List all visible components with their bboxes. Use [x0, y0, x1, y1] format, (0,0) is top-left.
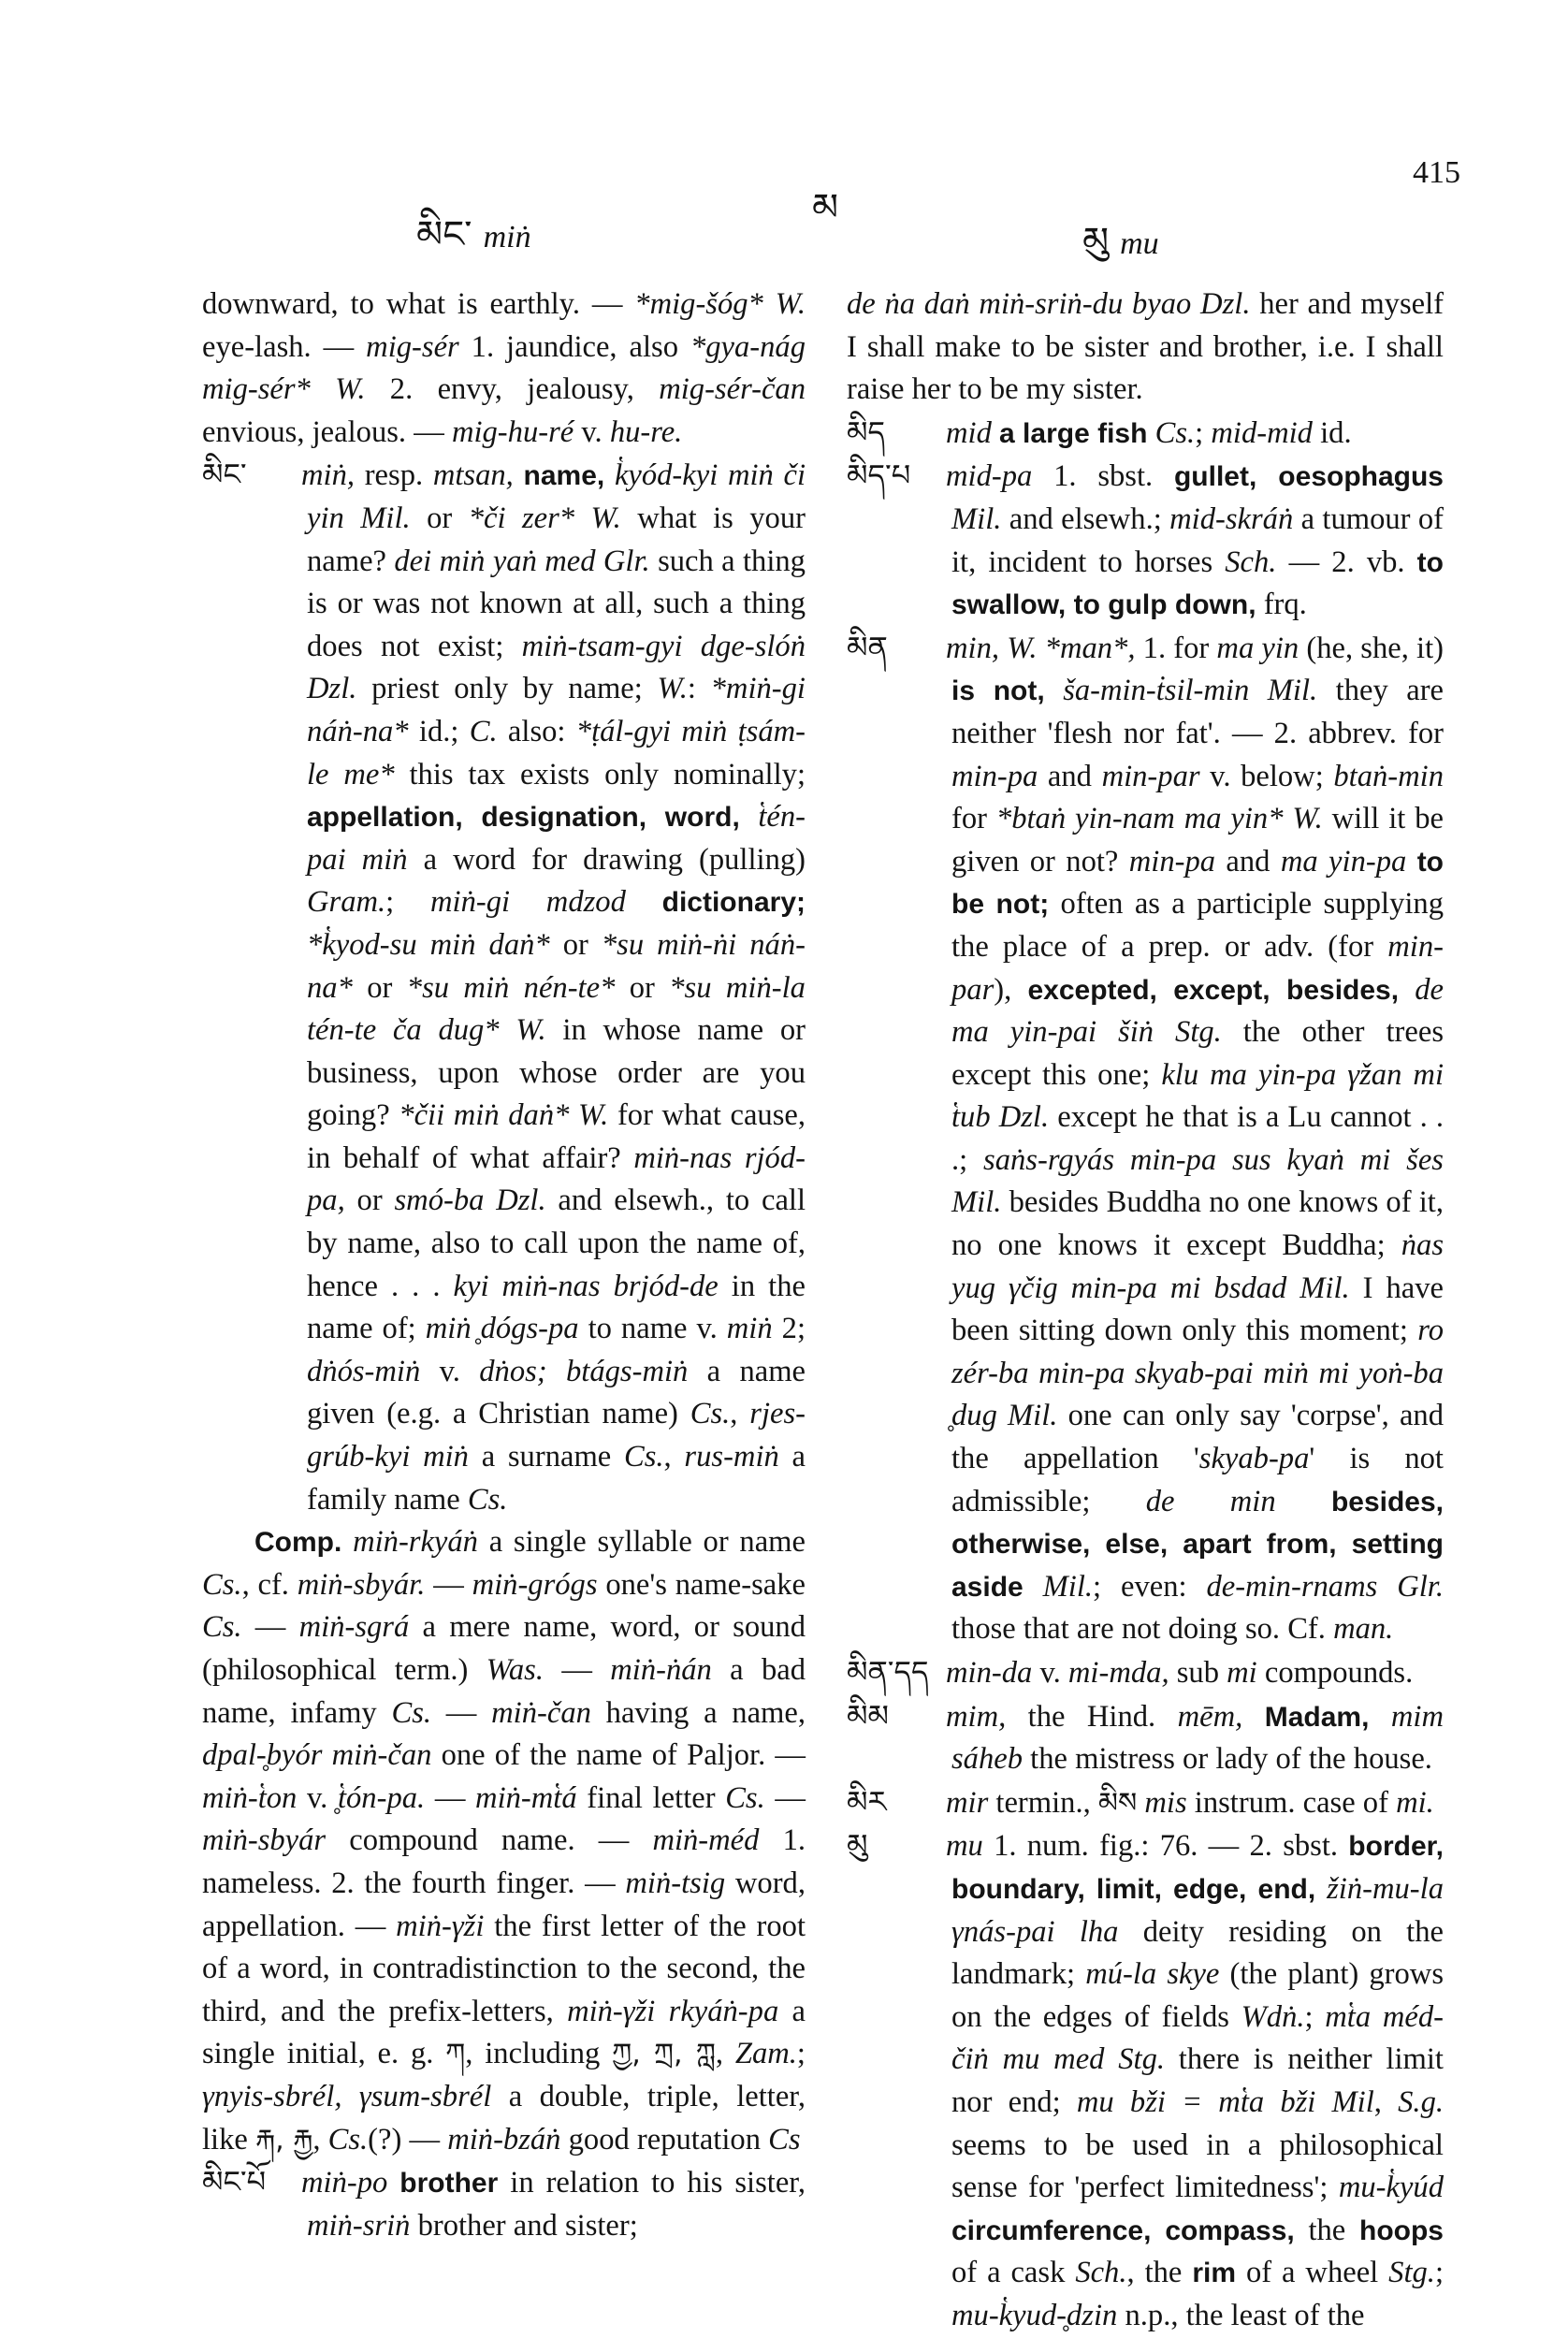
text: (the plant) grows on the edges of fields [951, 1957, 1444, 2034]
text: — [425, 1567, 472, 1602]
text: often as a participle supplying the place of a prep. or adv. (for [951, 887, 1444, 964]
bold-text: dictionary; [661, 887, 806, 919]
text: v. [573, 414, 610, 449]
italic-text: *su miṅ-ṅi náṅ-na* [307, 927, 806, 1005]
italic-text: mu bži = mt̔a bži Mil [1076, 2084, 1374, 2119]
text: frq. [1256, 588, 1307, 622]
italic-text: mis [1144, 1785, 1187, 1820]
italic-text: mim, [946, 1699, 1007, 1734]
text: in whose name or business, upon whose order are you going? [307, 1013, 806, 1133]
headword-tibetan: མིང་ [202, 457, 247, 493]
center-letter-tibetan: མ [812, 186, 839, 229]
text [547, 1355, 566, 1388]
text: having a name, [590, 1695, 806, 1730]
italic-text: *ṭál-gyi miṅ ṭsám-le me* [307, 714, 806, 791]
italic-text: min-da [946, 1656, 1033, 1690]
italic-text: *mig-šóg* [634, 287, 763, 321]
text: one can only say 'corpse', and the appellation ' [951, 1399, 1445, 1476]
italic-text: rus-miṅ [684, 1440, 779, 1474]
text: 1. jaundice, also [458, 329, 690, 364]
italic-text: Cs. [725, 1780, 765, 1815]
italic-text: saṅs-rgyás min-pa sus kyaṅ mi šes Mil. [951, 1142, 1444, 1220]
italic-text: miṅ-ṅán [610, 1653, 712, 1687]
italic-text: *či zer* W. [468, 501, 621, 535]
bold-text: a large fish [999, 417, 1148, 449]
italic-text: mēm, [1177, 1699, 1243, 1734]
text: instrum. case of [1186, 1785, 1397, 1820]
italic-text: smó-ba Dzl. [394, 1184, 546, 1218]
italic-text: dpal-̥byór miṅ-čan [202, 1738, 432, 1773]
italic-text: *btaṅ yin-nam ma yin* W. [995, 802, 1323, 836]
text: v. [1032, 1656, 1068, 1690]
center-letter [812, 165, 849, 270]
italic-text: miṅ-rkyáṅ [353, 1525, 478, 1560]
italic-text: skyab-pa [1198, 1442, 1310, 1476]
italic-text: mi. [1396, 1785, 1434, 1820]
italic-text: mi [1227, 1656, 1257, 1690]
bold-text: is not, [951, 675, 1045, 707]
bold-text: appellation, designation, word, [307, 802, 740, 834]
text: her and myself I shall make to be sister and brother, i.e. I shall raise her to be my sister. [847, 287, 1444, 407]
text [999, 632, 1007, 665]
italic-text: C. [469, 714, 498, 748]
italic-text: mi-mda, [1067, 1656, 1169, 1690]
italic-text: rjes-grúb-kyi miṅ [307, 1397, 806, 1474]
italic-text: miṅ-po [301, 2166, 388, 2200]
text [1045, 674, 1064, 707]
text: 1. nameless. 2. the fourth finger. — [202, 1823, 806, 1900]
dictionary-entry [847, 412, 1444, 456]
italic-text: miṅ-t̔on [202, 1780, 298, 1815]
italic-text: Cs. [327, 2122, 369, 2156]
text: there is neither limit nor end; [951, 2042, 1444, 2119]
text: the mistress or lady of the house. [1023, 1742, 1432, 1777]
text: and [1038, 759, 1102, 793]
italic-text: mid-pa [946, 459, 1033, 494]
text: ; [385, 885, 430, 920]
bold-text: hoops [1359, 2215, 1444, 2246]
italic-text: mú-la skye [1085, 1957, 1220, 1992]
text: — [241, 1610, 299, 1645]
text: will it be given or not? [951, 802, 1444, 879]
italic-text: Stg. [1388, 2256, 1435, 2290]
italic-text: min-pa [1128, 844, 1216, 879]
bold-text: circumference, compass, [951, 2215, 1295, 2246]
italic-text: ma yin-pa [1280, 844, 1407, 879]
italic-text: dei miṅ yaṅ med Glr. [394, 544, 650, 578]
text: , [730, 1397, 750, 1431]
italic-text: miṅ-bzáṅ [447, 2122, 561, 2156]
italic-text: man. [1333, 1612, 1394, 1647]
italic-text: miṅ-sbyár [202, 1823, 327, 1858]
italic-text: klu ma yin-pa γžan mi t̔ub Dzl. [951, 1057, 1445, 1135]
italic-text: Cs. [623, 1440, 664, 1474]
text: , [312, 2122, 328, 2156]
headword-tibetan: མུ [847, 1827, 868, 1864]
page-number: 415 [1413, 155, 1460, 190]
text: — [431, 1695, 492, 1730]
italic-text: miṅ-grógs [472, 1567, 598, 1602]
text: — 2. vb. [1276, 545, 1417, 579]
italic-text: miṅ-sgrá [298, 1610, 410, 1645]
italic-text: *su miṅ nén-te* [406, 970, 616, 1005]
italic-text: Gram. [307, 885, 386, 920]
italic-text: *k̔yod-su miṅ daṅ* [307, 927, 550, 962]
text: ; [796, 2037, 806, 2071]
text [387, 2166, 399, 2200]
text [1024, 1570, 1043, 1604]
italic-text: dṅós-miṅ [307, 1354, 421, 1388]
right-head-word: mu [1120, 226, 1159, 261]
italic-text: Cs. [202, 1567, 242, 1602]
right-column [847, 283, 1444, 2338]
text: 1. for [1135, 631, 1217, 665]
bold-text: gullet, oesophagus [1173, 461, 1444, 493]
text: eye-lash. — [202, 329, 367, 364]
text: deity residing on the landmark; [951, 1914, 1444, 1992]
italic-text: Was. [486, 1653, 544, 1687]
tibetan-inline: ཀ [445, 2038, 466, 2071]
text: termin., [988, 1785, 1098, 1820]
bold-text: brother [399, 2168, 499, 2200]
italic-text: ̥t̔ón-pa. [337, 1780, 426, 1815]
headword-tibetan: མིན [847, 629, 888, 665]
italic-text: miṅ [726, 1312, 773, 1346]
italic-text: mtsan, [432, 458, 514, 493]
text: 1. num. fig.: 76. — 2. sbst. [982, 1829, 1349, 1864]
right-head-tibetan: མུ [1082, 220, 1110, 263]
italic-text: t̔én-pai miṅ [307, 800, 806, 877]
italic-text: hu-re. [609, 414, 683, 449]
italic-text: Sch. [1075, 2256, 1127, 2290]
dictionary-entry [847, 1651, 1444, 1695]
bold-text: border, boundary, limit, edge, end, [951, 1831, 1444, 1905]
italic-text: Mil. [951, 501, 1002, 536]
bold-text: Comp. [254, 1527, 342, 1559]
text [1369, 1700, 1390, 1734]
text: ; [1304, 1999, 1326, 2034]
text [1147, 416, 1154, 450]
italic-text: mig-sér [366, 329, 459, 364]
headword-tibetan: མིང་པོ [202, 2164, 267, 2200]
text: this tax exists only nominally; [394, 757, 806, 791]
italic-text: mu-k̔yud-̥dzin [951, 2298, 1118, 2332]
text: except he that is a Lu cannot . . .; [951, 1100, 1444, 1177]
text [1399, 973, 1415, 1007]
italic-text: γnyis-sbrél, γsum-sbrél [202, 2079, 492, 2113]
text: what is your name? [307, 501, 806, 578]
left-head-word: miṅ [483, 220, 531, 254]
text [740, 800, 759, 834]
italic-text: miṅ-tsam-gyi dge-slóṅ Dzl. [307, 629, 806, 706]
italic-text: mt̔a méd-čiṅ mu med Stg. [951, 1999, 1444, 2077]
italic-text: Cs [768, 2122, 801, 2156]
text: v. [420, 1354, 480, 1388]
italic-text: mid-mid [1211, 415, 1313, 450]
text: n.p., the least of the [1117, 2298, 1365, 2332]
tibetan-inline: ཀྱ, ཀྲ, ཀླ [612, 2038, 716, 2071]
text: in the name of; [307, 1269, 806, 1346]
bold-text: rim [1192, 2258, 1237, 2289]
italic-text: mu [946, 1829, 983, 1864]
italic-text: mir [946, 1785, 989, 1820]
text [1315, 1872, 1327, 1906]
italic-text: Zam. [734, 2037, 797, 2071]
italic-text: Sch. [1225, 545, 1277, 579]
text: seems to be used in a philosophical sense for 'perfect limitedness'; [951, 2127, 1444, 2205]
headword-tibetan: མིད [847, 414, 885, 450]
text: — [764, 1780, 806, 1815]
text: a single initial, e. g. [202, 1994, 806, 2071]
text: word, appellation. — [202, 1866, 806, 1943]
text: or [615, 970, 670, 1005]
italic-text: ša-min-ṫsil-min Mil. [1063, 674, 1318, 708]
text: or [352, 970, 407, 1005]
italic-text: de-min-rnams Glr. [1206, 1569, 1444, 1604]
text: 2; [772, 1312, 806, 1346]
text [341, 1525, 353, 1559]
italic-text: min-pa [951, 759, 1038, 793]
text: : [687, 672, 711, 706]
text: — [425, 1780, 476, 1815]
italic-text: kyi miṅ-nas brjód-de [453, 1269, 719, 1303]
italic-text: miṅ-γži rkyáṅ-pa [567, 1994, 779, 2028]
text: compounds. [1256, 1656, 1414, 1690]
italic-text: mig-hu-ré [451, 414, 574, 449]
italic-text: mu-k̔yúd [1338, 2171, 1444, 2205]
text [1276, 1485, 1331, 1518]
italic-text: min-par [951, 929, 1444, 1007]
text [992, 416, 999, 450]
italic-text: *čii miṅ daṅ* W. [399, 1098, 609, 1133]
italic-text: Cs. [202, 1610, 242, 1645]
entry-paragraph [202, 1521, 806, 2161]
text: a family name [307, 1440, 806, 1517]
dictionary-entry [202, 454, 806, 1521]
italic-text: dṅos; [479, 1354, 547, 1388]
text: , including [465, 2037, 613, 2071]
bold-text: name, [523, 460, 605, 492]
italic-text: W. [657, 672, 688, 706]
text: those that are not doing so. Cf. [951, 1612, 1334, 1647]
text: resp. [355, 458, 433, 493]
text: , [715, 2037, 735, 2071]
text: (?) — [368, 2122, 448, 2156]
italic-text: miṅ-sriṅ [307, 2208, 411, 2243]
italic-text: Mil. [1042, 1569, 1094, 1604]
entry-paragraph [847, 283, 1444, 412]
italic-text: de min [1145, 1484, 1276, 1518]
italic-text: Cs. [391, 1695, 432, 1730]
tibetan-inline: མིས [1097, 1786, 1138, 1820]
text: compound name. — [326, 1823, 653, 1858]
italic-text: miṅ-gi mdzod [429, 885, 626, 920]
text: a surname [468, 1440, 624, 1474]
dictionary-entry [847, 1781, 1444, 1825]
text: or [549, 927, 602, 962]
italic-text: Cs. [1154, 415, 1196, 450]
italic-text: miṅ-γži [396, 1909, 485, 1943]
text: they are neither 'flesh nor fat'. — 2. abbrev. for [951, 674, 1444, 750]
text: (he, she, it) [1299, 631, 1444, 665]
dictionary-entry [847, 627, 1444, 1651]
text: v. [297, 1780, 338, 1815]
italic-text: *miṅ-gi náṅ-na* [307, 672, 806, 748]
headword-tibetan: མིར [847, 1783, 887, 1820]
text: brother and sister; [410, 2208, 638, 2243]
text: a tumour of it, incident to horses [951, 501, 1444, 579]
text: of a cask [951, 2256, 1076, 2290]
italic-text: *man*, [1044, 631, 1136, 665]
text: 1. sbst. [1032, 459, 1174, 494]
text: a double, triple, letter, like [202, 2079, 806, 2156]
text: a single syllable or name [477, 1525, 806, 1560]
text: one's name-sake [597, 1567, 806, 1602]
text: or [410, 501, 469, 535]
text: id.; [408, 714, 470, 748]
text: , the [1126, 2256, 1193, 2290]
headword-tibetan: མིམ [847, 1697, 889, 1734]
text: priest only by name; [356, 672, 658, 706]
italic-text: Cs. [467, 1482, 508, 1517]
text: besides Buddha no one knows of it, no one knows it except Buddha; [951, 1185, 1444, 1263]
text [604, 458, 615, 492]
italic-text: miṅ, [301, 458, 356, 493]
text: good reputation [560, 2122, 769, 2156]
text: final letter [576, 1780, 726, 1815]
bold-text: to be not; [951, 846, 1445, 921]
text [626, 885, 662, 919]
italic-text: Cs. [690, 1397, 731, 1431]
bold-text: Madam, [1264, 1701, 1370, 1733]
text: for [951, 802, 996, 836]
text: a word for drawing (pulling) [407, 842, 806, 877]
italic-text: ṅas yug γčig min-pa mi bsdad Mil. [951, 1228, 1444, 1305]
text: v. below; [1199, 759, 1334, 793]
dictionary-entry [847, 1824, 1444, 2337]
text: the first letter of the root of a word, in contradistinction to the second, the third, and the prefix-letters, [202, 1909, 806, 2028]
text: , cf. [241, 1567, 298, 1602]
italic-text: miṅ ̥dógs-pa [425, 1312, 579, 1346]
left-running-head [416, 192, 531, 298]
text: ; even: [1093, 1569, 1207, 1604]
text [514, 458, 524, 492]
text: the other trees except this one; [951, 1015, 1444, 1092]
text: and [1215, 844, 1281, 879]
italic-text: S.g. [1398, 2084, 1445, 2119]
tibetan-inline: རྐ, རྐྱ [255, 2123, 313, 2156]
italic-text: miṅ-sbyár. [297, 1567, 426, 1602]
text [1406, 845, 1416, 879]
left-column [202, 283, 806, 2247]
text: ), [994, 972, 1028, 1007]
italic-text: min, [946, 631, 1000, 665]
italic-text: ma yin [1216, 631, 1299, 665]
italic-text: žiṅ-mu-la γnás-pai lha [951, 1871, 1444, 1949]
text: sub [1169, 1656, 1227, 1690]
text: I have been sitting down only this moment; [951, 1271, 1444, 1348]
italic-text: Wdṅ. [1241, 1999, 1305, 2034]
bold-text: besides, otherwise, else, apart from, setting aside [951, 1486, 1444, 1603]
text: ' is not admissible; [951, 1442, 1444, 1518]
italic-text: k̔yód-kyi miṅ či yin Mil. [307, 458, 806, 535]
text: for what cause, in behalf of what affair? [307, 1098, 806, 1175]
text: the [1294, 2213, 1359, 2247]
text: or [344, 1184, 395, 1218]
italic-text: btaṅ-min [1333, 759, 1445, 793]
italic-text: mig-sér-čan [659, 372, 806, 407]
italic-text: miṅ-mt̔á [475, 1780, 577, 1815]
dictionary-entry [847, 455, 1444, 626]
bold-text: excepted, except, besides, [1027, 974, 1400, 1006]
text [1242, 1700, 1264, 1734]
text: a bad name, infamy [202, 1653, 806, 1730]
italic-text: min-par [1101, 759, 1200, 793]
dictionary-entry [202, 2161, 806, 2247]
text: a mere name, word, or sound (philosophical term.) [202, 1610, 806, 1687]
left-head-tibetan: མིང་ [416, 213, 472, 256]
italic-text: mid [946, 415, 992, 450]
text: a name given (e.g. a Christian name) [307, 1354, 806, 1431]
text: , [663, 1440, 685, 1474]
italic-text: btágs-miṅ [566, 1354, 689, 1388]
italic-text: ro zér-ba min-pa skyab-pai miṅ mi yoṅ-ba ̥dug Mil. [951, 1314, 1444, 1433]
italic-text: *su miṅ-la tén-te ča dug* W. [307, 970, 806, 1048]
italic-text: de ma yin-pai šiṅ Stg. [951, 972, 1444, 1050]
italic-text: miṅ-méd [652, 1823, 760, 1858]
italic-text: W. [1007, 631, 1038, 665]
text: and elsewh., to call by name, also to call upon the name of, hence . . . [307, 1184, 806, 1303]
italic-text: miṅ-čan [491, 1695, 591, 1730]
text: 2. envy, jealousy, [365, 372, 660, 407]
dictionary-entry [847, 1695, 1444, 1781]
italic-text: miṅ-nas rjód-pa, [307, 1140, 806, 1218]
headword-tibetan: མིད་པ [847, 457, 911, 494]
italic-text: W. [775, 287, 806, 321]
italic-text: *gya-nág mig-sér* [202, 329, 806, 407]
text: id. [1312, 415, 1352, 450]
text: ; [1434, 2256, 1445, 2290]
text: ; [1195, 415, 1212, 450]
entry-paragraph [202, 283, 806, 454]
text [763, 287, 776, 321]
bold-text: to swallow, to gulp down, [951, 546, 1444, 621]
italic-text: mim sáheb [951, 1699, 1444, 1777]
text: in relation to his sister, [498, 2166, 806, 2200]
text: the Hind. [1006, 1699, 1178, 1734]
text [311, 372, 335, 406]
text: also: [497, 714, 576, 748]
italic-text: mid-skráṅ [1169, 501, 1294, 536]
text: to name v. [578, 1312, 727, 1346]
text: of a wheel [1236, 2256, 1389, 2290]
text: and elsewh.; [1001, 501, 1170, 536]
headword-tibetan: མིན་དད [847, 1654, 929, 1690]
text: one of the name of Paljor. — [431, 1738, 806, 1773]
text: downward, to what is earthly. — [202, 287, 635, 321]
text: , [1373, 2084, 1399, 2119]
text: — [544, 1653, 611, 1687]
italic-text: de ṅa daṅ miṅ-sriṅ-du byao Dzl. [847, 287, 1251, 321]
italic-text: W. [335, 372, 366, 407]
italic-text: miṅ-tsig [625, 1866, 726, 1900]
text: such a thing is or was not known at all, such a thing does not exist; [307, 544, 806, 663]
text [1037, 632, 1044, 665]
text: envious, jealous. — [202, 414, 452, 449]
